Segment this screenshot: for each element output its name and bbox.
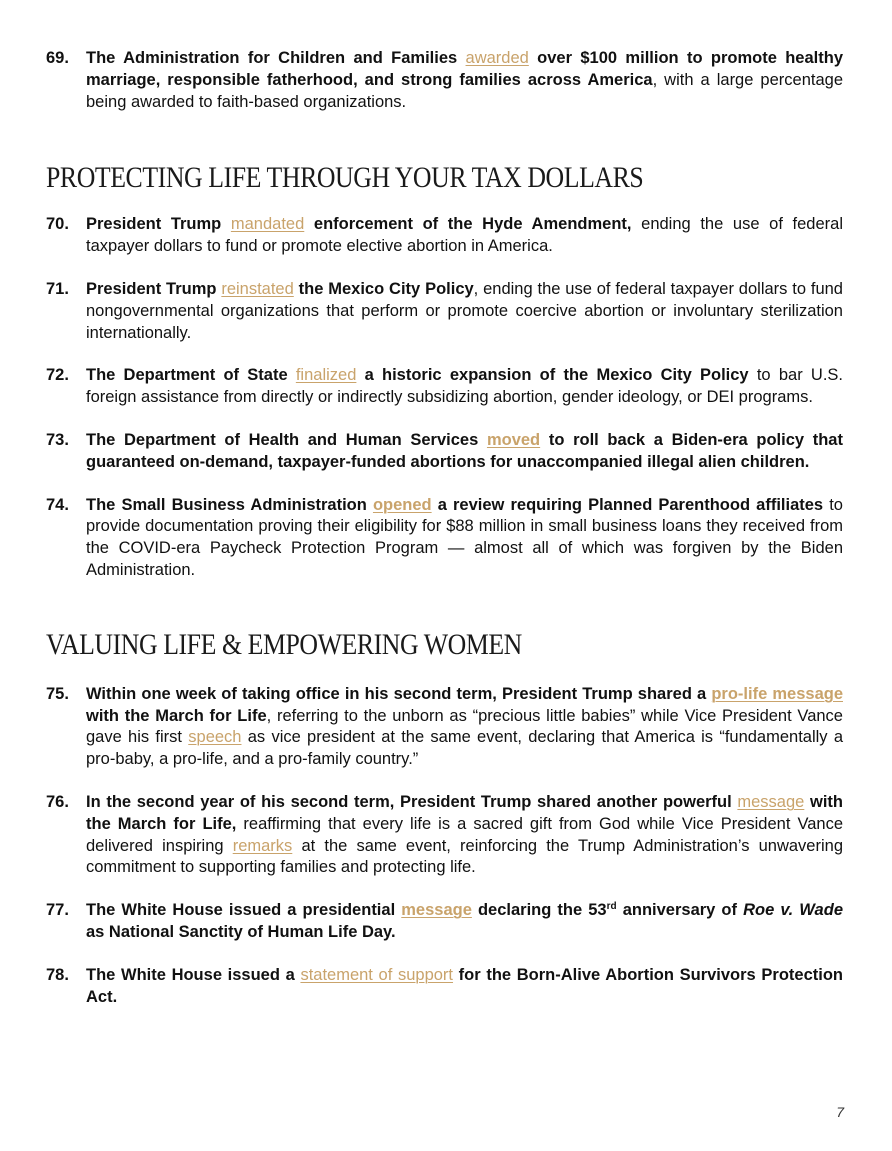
item-emphasis: a historic expansion of the Mexico City Policy: [356, 366, 749, 385]
section-heading-tax-dollars: PROTECTING LIFE THROUGH YOUR TAX DOLLARS: [46, 161, 644, 195]
document-page: [46, 48, 843, 1008]
opened-link[interactable]: opened: [372, 495, 432, 514]
item-lead: President Trump: [86, 279, 222, 298]
item-lead: In the second year of his second term, President Trump shared another powerful: [86, 792, 738, 811]
item-number: 70.: [46, 215, 69, 234]
item-number: 72.: [46, 366, 69, 385]
item-number: 75.: [46, 684, 69, 703]
item-emphasis: over $100 million to promote healthy marriage, responsible fatherhood, and strong families across America: [86, 49, 843, 89]
item-text-continued: at the same event, reinforcing the Trump Administration’s unwavering commitment to supporting families and protecting life.: [86, 836, 843, 877]
list-item-73: [46, 430, 843, 474]
item-emphasis-2: anniversary of: [616, 901, 744, 920]
pro-life-message-link[interactable]: pro-life message: [711, 684, 843, 703]
item-emphasis: enforcement of the Hyde Amendment,: [304, 215, 632, 234]
reinstated-link[interactable]: reinstated: [221, 279, 294, 298]
item-lead: The Department of State: [86, 366, 296, 385]
item-emphasis: to roll back a Biden-era policy that guaranteed on-demand, taxpayer-funded abortions for unaccompanied illegal alien children.: [86, 430, 843, 471]
item-emphasis: declaring the 53: [471, 901, 607, 920]
list-item-72: [46, 365, 843, 409]
item-lead: President Trump: [86, 215, 231, 234]
item-number: 73.: [46, 430, 69, 449]
item-lead: Within one week of taking office in his second term, President Trump shared a: [86, 684, 712, 703]
item-number: 77.: [46, 901, 69, 920]
item-number: 71.: [46, 279, 69, 298]
presidential-message-link[interactable]: message: [401, 901, 472, 920]
ordinal-suffix: rd: [606, 901, 617, 913]
item-lead: The White House issued a presidential: [86, 901, 402, 920]
item-number: 74.: [46, 495, 69, 514]
item-emphasis: with the March for Life,: [86, 792, 843, 833]
list-item-70: [46, 214, 843, 258]
list-item-75: [46, 684, 843, 771]
item-text: to provide documentation proving their eligibility for $88 million in small business loans they received from the COVID-era Paycheck Protection Program — almost all of which was forgiven by the Biden Administration.: [86, 495, 843, 579]
item-emphasis: with the March for Life: [86, 706, 267, 725]
statement-of-support-link[interactable]: statement of support: [300, 965, 454, 984]
remarks-link[interactable]: remarks: [232, 836, 293, 855]
list-item-74: [46, 495, 843, 582]
message-link[interactable]: message: [737, 792, 805, 811]
item-emphasis: the Mexico City Policy: [293, 279, 474, 298]
item-lead: The White House issued a: [86, 965, 301, 984]
list-item-69: [46, 48, 843, 113]
item-text: ending the use of federal taxpayer dollars to fund or promote elective abortion in America.: [86, 215, 843, 256]
item-emphasis-3: as National Sanctity of Human Life Day.: [86, 922, 396, 941]
finalized-link[interactable]: finalized: [295, 366, 357, 385]
item-text: reaffirming that every life is a sacred gift from God while Vice President Vance delivered inspiring: [86, 814, 844, 855]
item-text: , referring to the unborn as “precious little babies” while Vice President Vance gave his first: [86, 706, 843, 747]
item-emphasis: for the Born-Alive Abortion Survivors Protection Act.: [86, 965, 843, 1006]
item-text: , with a large percentage being awarded to faith-based organizations.: [86, 70, 843, 111]
item-lead: The Department of Health and Human Services: [86, 430, 487, 449]
item-text: , ending the use of federal taxpayer dollars to fund nongovernmental organizations that perform or promote coercive abortion or involuntary sterilization internationally.: [86, 279, 843, 342]
section-heading-valuing-life: VALUING LIFE & EMPOWERING WOMEN: [46, 627, 522, 661]
item-lead: The Administration for Children and Families: [86, 49, 466, 67]
item-emphasis: a review requiring Planned Parenthood affiliates: [431, 495, 824, 514]
item-text-continued: as vice president at the same event, declaring that America is “fundamentally a pro-baby, a pro-life, and a pro-family country.”: [86, 728, 843, 769]
case-name: Roe v. Wade: [743, 901, 843, 920]
list-item-71: [46, 279, 843, 344]
item-text: to bar U.S. foreign assistance from directly or indirectly subsidizing abortion, gender ideology, or DEI programs.: [86, 366, 844, 407]
page-number: 7: [836, 1104, 844, 1120]
list-item-77: [46, 900, 843, 944]
list-item-78: [46, 965, 843, 1009]
speech-link[interactable]: speech: [188, 728, 242, 747]
item-number: 78.: [46, 965, 69, 984]
item-number: 76.: [46, 792, 69, 811]
item-lead: The Small Business Administration: [86, 495, 373, 514]
awarded-link[interactable]: awarded: [465, 49, 529, 67]
item-number: 69.: [46, 49, 69, 67]
moved-link[interactable]: moved: [486, 430, 541, 449]
mandated-link[interactable]: mandated: [230, 215, 305, 234]
list-item-76: [46, 792, 843, 879]
